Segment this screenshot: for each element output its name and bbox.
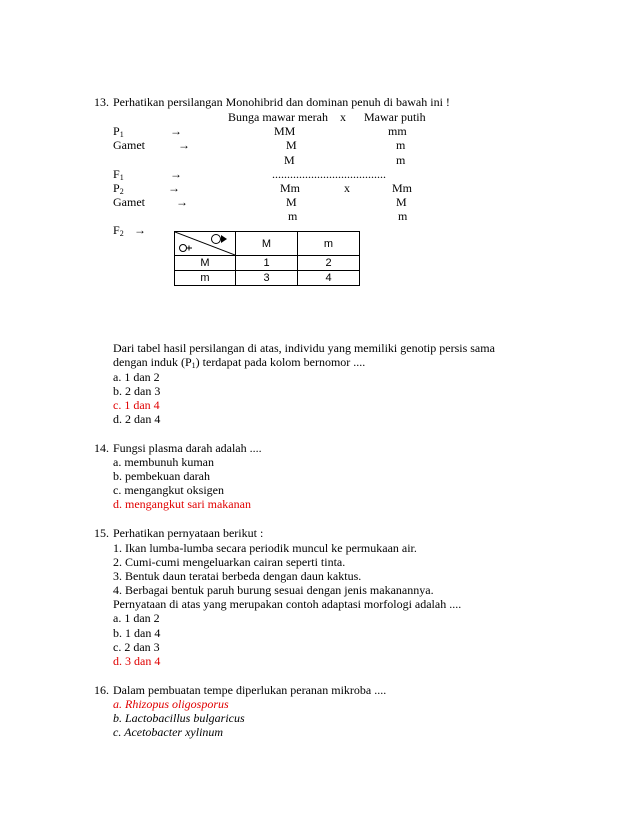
f1-blank: ...................................... <box>272 167 386 181</box>
q14-option-b[interactable]: b. pembekuan darah <box>113 469 210 483</box>
gamet1b-right: m <box>396 153 406 167</box>
q15-option-d-answer[interactable]: d. 3 dan 4 <box>113 654 161 668</box>
q15-question: Pernyataan di atas yang merupakan contoh adaptasi morfologi adalah .... <box>113 597 462 611</box>
gamet2-left: M <box>286 195 297 209</box>
f1-label: $F_1$ <box>113 167 124 182</box>
arrow-icon: → <box>170 124 182 138</box>
p2-left: Mm <box>280 181 301 195</box>
female-symbol-icon <box>180 245 193 252</box>
q15-option-c[interactable]: c. 2 dan 3 <box>113 640 160 654</box>
q13-number: 13. <box>94 95 109 109</box>
p2-right: Mm <box>392 181 413 195</box>
q16-option-a-answer[interactable]: a. Rhizopus oligosporus <box>113 697 229 711</box>
col-header-m: m <box>298 232 360 256</box>
row-header-m: m <box>175 271 236 286</box>
q13-question-line2: dengan induk $(P_1)$ terdapat pada kolom bernomor .... <box>113 355 366 370</box>
arrow-icon: → <box>178 138 190 152</box>
gamet1-right: m <box>396 138 406 152</box>
q15-prompt: Perhatikan pernyataan berikut : <box>113 526 264 540</box>
q15-number: 15. <box>94 526 109 540</box>
row-header-M: M <box>175 256 236 271</box>
q16-prompt: Dalam pembuatan tempe diperlukan peranan mikroba .... <box>113 683 387 697</box>
p2-label: $P_2$ <box>113 181 124 196</box>
gamet1-left: M <box>286 138 297 152</box>
col-header-M: M <box>236 232 298 256</box>
q14-option-c[interactable]: c. mengangkut oksigen <box>113 483 224 497</box>
q13-prompt: Perhatikan persilangan Monohibrid dan dominan penuh di bawah ini ! <box>113 95 450 109</box>
cell-2: 2 <box>298 256 360 271</box>
p1-right: mm <box>388 124 407 138</box>
gamet1-label: Gamet <box>113 138 145 152</box>
q15-statement-2: 2. Cumi-cumi mengeluarkan cairan seperti tinta. <box>113 555 346 569</box>
punnett-table <box>174 231 360 286</box>
male-symbol-icon <box>212 235 228 244</box>
q16-option-c[interactable]: c. Acetobacter xylinum <box>113 725 224 739</box>
cell-1: 1 <box>236 256 298 271</box>
arrow-icon: → <box>176 195 188 209</box>
f2-label: $F_2$ <box>113 223 124 238</box>
gamet1b-left: M <box>284 153 295 167</box>
q13-option-a[interactable]: a. 1 dan 2 <box>113 370 160 384</box>
gamet2b-left: m <box>288 209 298 223</box>
corner-cell <box>175 232 236 256</box>
q14-number: 14. <box>94 441 109 455</box>
q16-option-b[interactable]: b. Lactobacillus bulgaricus <box>113 711 245 725</box>
q14-option-d-answer[interactable]: d. mengangkut sari makanan <box>113 497 251 511</box>
diagonal-with-symbols <box>175 232 235 255</box>
q15-option-b[interactable]: b. 1 dan 4 <box>113 626 161 640</box>
q15-statement-4: 4. Berbagai bentuk paruh burung sesuai dengan jenis makanannya. <box>113 583 434 597</box>
q16-number: 16. <box>94 683 109 697</box>
arrow-icon: → <box>170 167 182 181</box>
gamet2b-right: m <box>398 209 408 223</box>
q14-prompt: Fungsi plasma darah adalah .... <box>113 441 262 455</box>
cell-3: 3 <box>236 271 298 286</box>
p1-label: $P_1$ <box>113 124 124 139</box>
q13-option-b[interactable]: b. 2 dan 3 <box>113 384 161 398</box>
q15-option-a[interactable]: a. 1 dan 2 <box>113 611 160 625</box>
q13-option-c-answer[interactable]: c. 1 dan 4 <box>113 398 160 412</box>
q13-option-d[interactable]: d. 2 dan 4 <box>113 412 161 426</box>
q15-statement-3: 3. Bentuk daun teratai berbeda dengan daun kaktus. <box>113 569 362 583</box>
arrow-icon: → <box>168 181 180 195</box>
q14-option-a[interactable]: a. membunuh kuman <box>113 455 214 469</box>
q13-parents-header: Bunga mawar merah x Mawar putih <box>228 110 426 124</box>
q15-statement-1: 1. Ikan lumba-lumba secara periodik muncul ke permukaan air. <box>113 541 417 555</box>
gamet2-right: M <box>396 195 407 209</box>
arrow-icon: → <box>134 223 146 237</box>
gamet2-label: Gamet <box>113 195 145 209</box>
p1-left: MM <box>274 124 296 138</box>
p2-cross: x <box>344 181 350 195</box>
cell-4: 4 <box>298 271 360 286</box>
q13-question-line1: Dari tabel hasil persilangan di atas, individu yang memiliki genotip persis sama <box>113 341 495 355</box>
